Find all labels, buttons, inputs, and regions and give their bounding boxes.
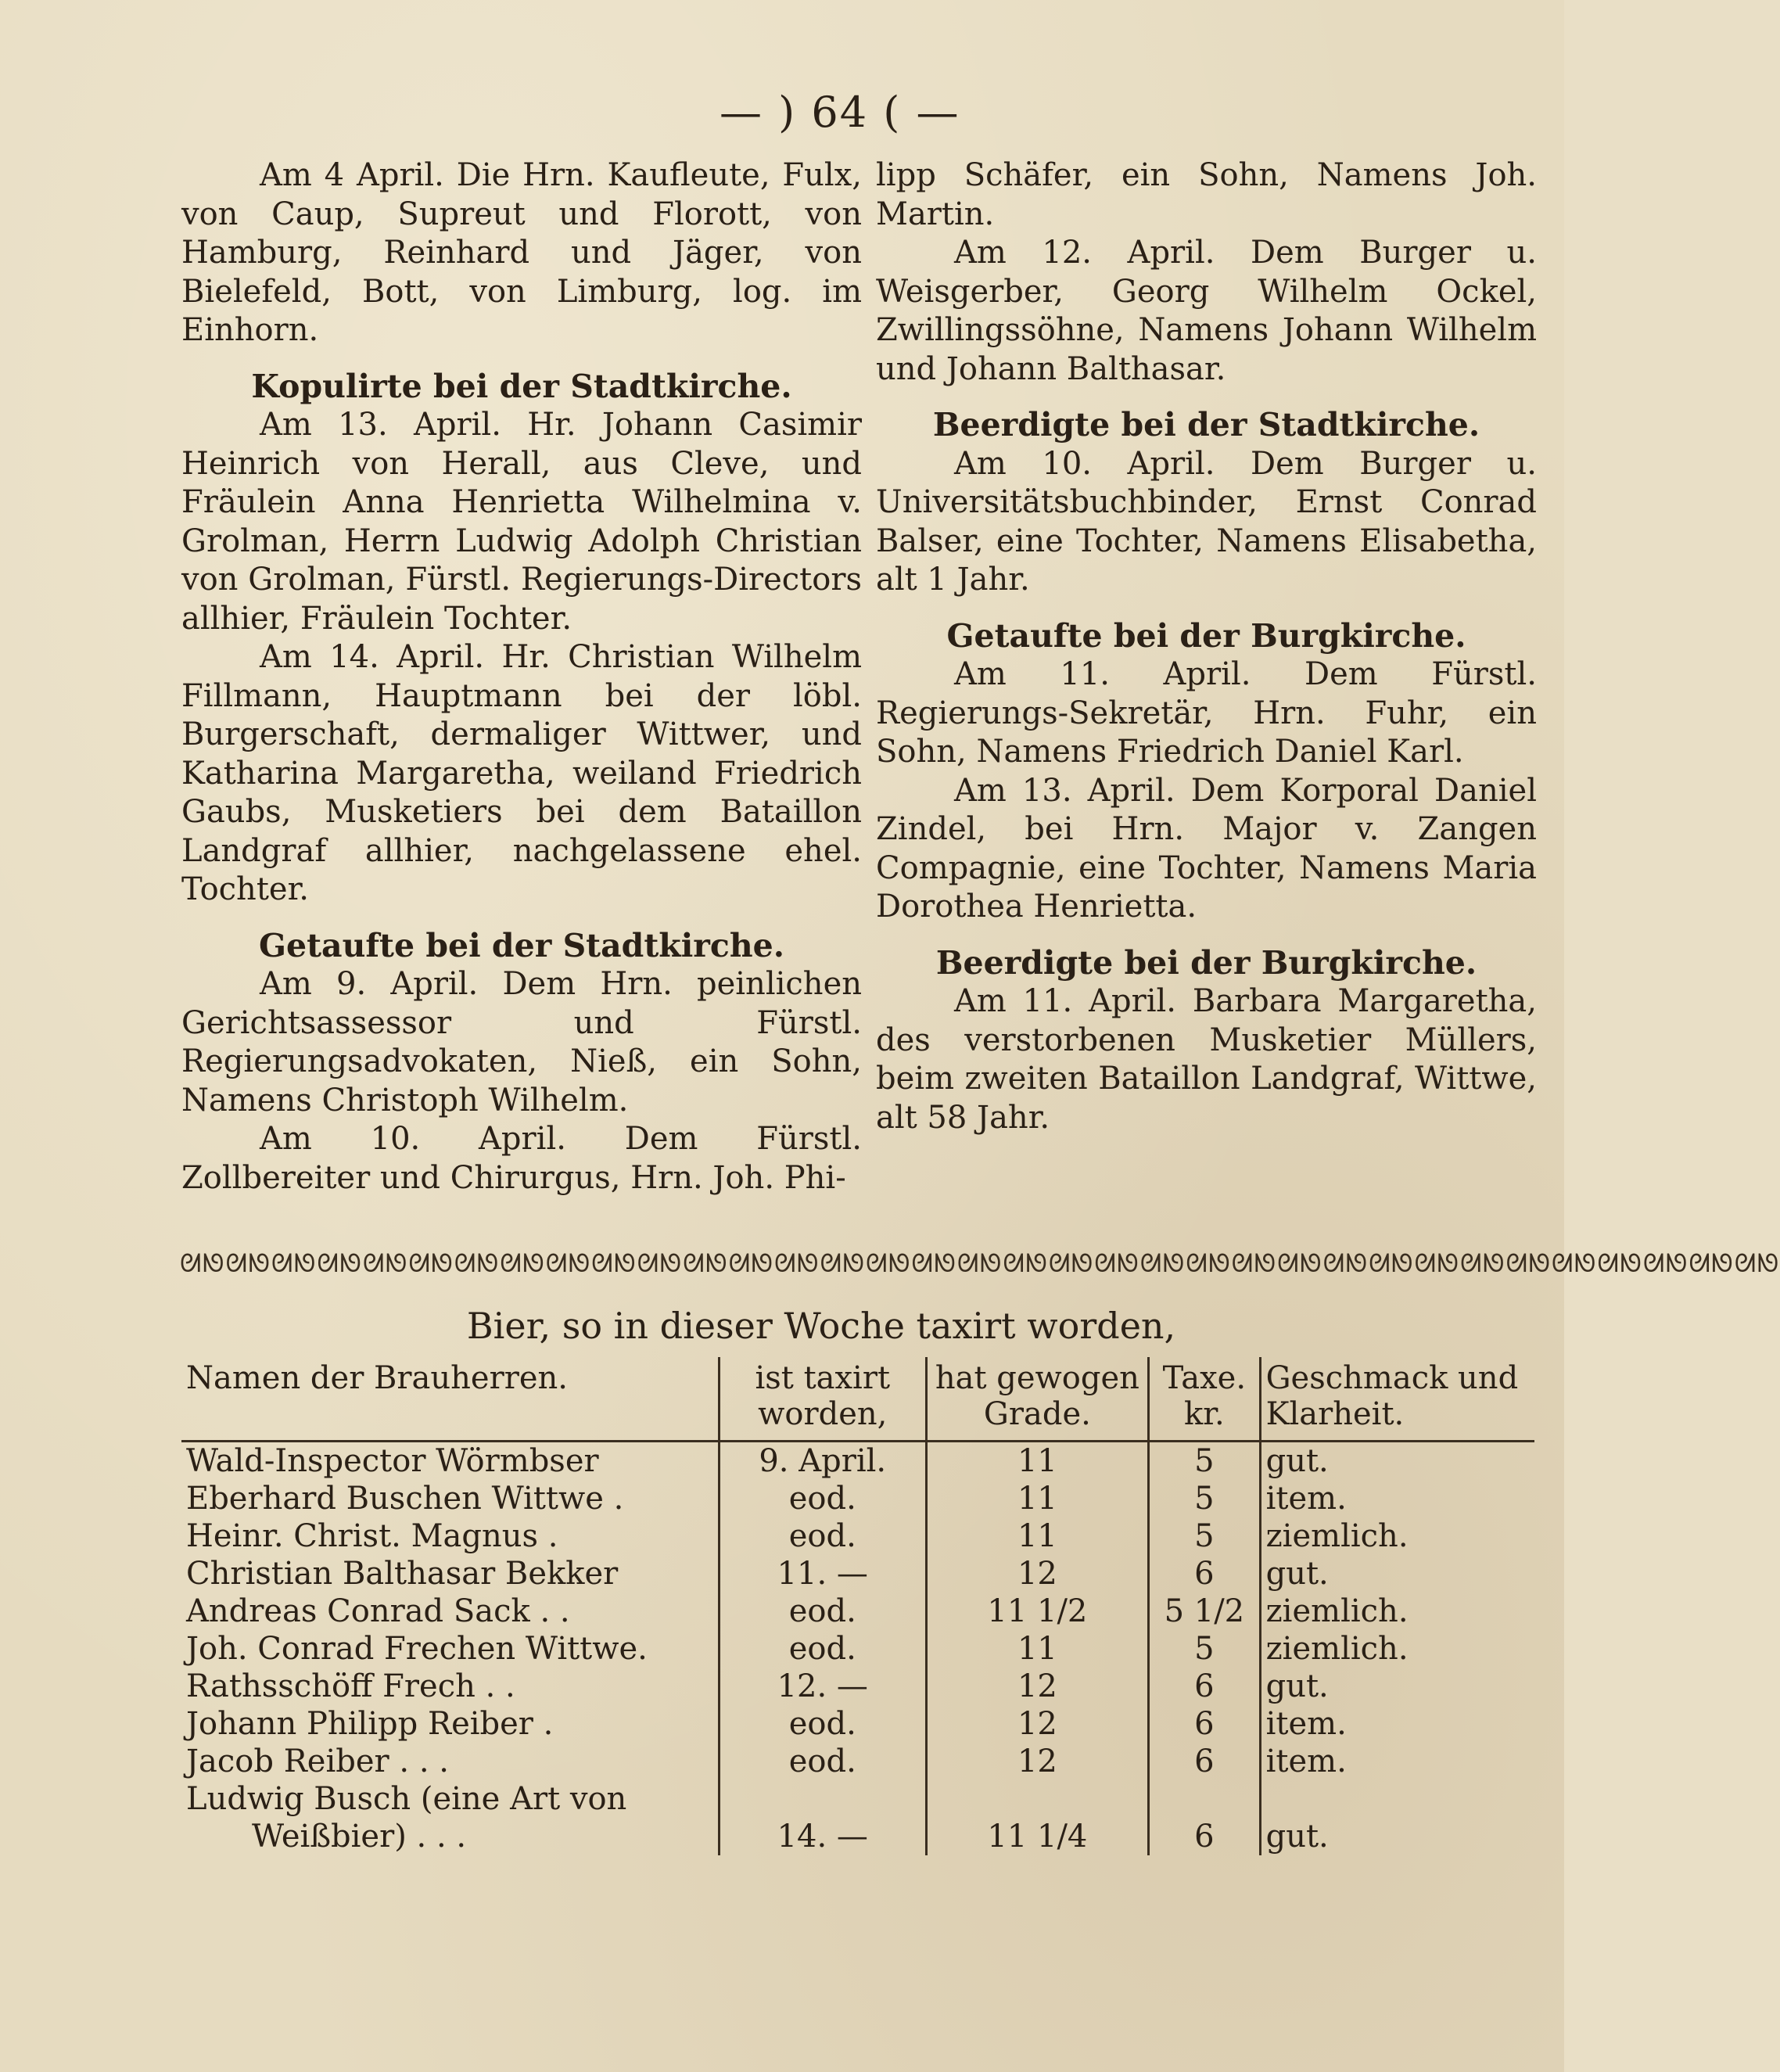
header-tax: Taxe. kr. xyxy=(1149,1357,1260,1442)
tax-cell: 6 xyxy=(1149,1818,1260,1855)
header-taste: Geschmack und Klarheit. xyxy=(1260,1357,1534,1442)
taste-cell: item. xyxy=(1260,1705,1534,1743)
brewer-name-cell: Weißbier) . . . xyxy=(252,1819,467,1855)
tax-cell: 5 xyxy=(1149,1630,1260,1668)
left-paragraph: Am 13. April. Hr. Johann Casimir Heinrich von Herall, aus Cleve, und Fräulein Anna Henrietta Wilhelmina v. Grolman, Herrn Ludwig Adolph Christian von Grolman, Fürstl. Regierungs-Directors allhier, Fräulein Tochter. xyxy=(181,407,862,637)
date-cell: eod. xyxy=(719,1630,926,1668)
left-column xyxy=(181,156,862,1198)
left-paragraph: Am 4 April. Die Hrn. Kaufleute, Fulx, von Caup, Supreut und Florott, von Hamburg, Reinhard und Jäger, von Bielefeld, Bott, von Limburg, log. im Einhorn. xyxy=(181,157,862,348)
table-row xyxy=(181,1593,1534,1630)
tax-cell: 6 xyxy=(1149,1743,1260,1780)
beer-table-title: Bier, so in dieser Woche taxirt worden, xyxy=(466,1305,1176,1347)
grade-cell: 11 xyxy=(926,1630,1149,1668)
left-section-heading: Getaufte bei der Stadtkirche. xyxy=(258,926,784,964)
taste-cell xyxy=(1260,1780,1534,1818)
taste-cell: gut. xyxy=(1260,1668,1534,1705)
beer-tax-table xyxy=(181,1357,1534,1855)
header-date: ist taxirt worden, xyxy=(719,1357,926,1442)
brewer-name-cell: Joh. Conrad Frechen Wittwe. xyxy=(186,1631,648,1667)
right-paragraph: lipp Schäfer, ein Sohn, Namens Joh. Martin. xyxy=(876,157,1537,232)
date-cell: 9. April. xyxy=(719,1442,926,1481)
taste-cell: item. xyxy=(1260,1480,1534,1517)
date-cell xyxy=(719,1780,926,1818)
taste-cell: ziemlich. xyxy=(1260,1517,1534,1555)
tax-cell: 6 xyxy=(1149,1668,1260,1705)
date-cell: eod. xyxy=(719,1705,926,1743)
brewer-name-cell: Eberhard Buschen Wittwe . xyxy=(186,1481,624,1517)
tax-cell: 5 xyxy=(1149,1442,1260,1481)
right-section-heading: Beerdigte bei der Burgkirche. xyxy=(935,943,1477,982)
taste-cell: ziemlich. xyxy=(1260,1593,1534,1630)
brewer-name-cell: Johann Philipp Reiber . xyxy=(186,1706,554,1742)
taste-cell: gut. xyxy=(1260,1555,1534,1593)
left-paragraph: Am 9. April. Dem Hrn. peinlichen Gerichtsassessor und Fürstl. Regierungsadvokaten, Nieß, ein Sohn, Namens Christoph Wilhelm. xyxy=(181,966,862,1119)
date-cell: 14. — xyxy=(719,1818,926,1855)
table-row xyxy=(181,1668,1534,1705)
grade-cell: 11 xyxy=(926,1517,1149,1555)
table-row xyxy=(181,1705,1534,1743)
tax-cell xyxy=(1149,1780,1260,1818)
grade-cell: 12 xyxy=(926,1668,1149,1705)
tax-cell: 5 xyxy=(1149,1517,1260,1555)
right-paragraph: Am 11. April. Barbara Margaretha, des verstorbenen Musketier Müllers, beim zweiten Bataillon Landgraf, Wittwe, alt 58 Jahr. xyxy=(876,983,1537,1136)
grade-cell: 11 1/4 xyxy=(926,1818,1149,1855)
right-paragraph: Am 13. April. Dem Korporal Daniel Zindel, bei Hrn. Major v. Zangen Compagnie, eine Tochter, Namens Maria Dorothea Henrietta. xyxy=(876,772,1537,925)
ornamental-divider: ᘛᘚᘛᘚᘛᘚᘛᘚᘛᘚᘛᘚᘛᘚᘛᘚᘛᘚᘛᘚᘛᘚᘛᘚᘛᘚᘛᘚᘛᘚᘛᘚᘛᘚᘛᘚᘛᘚᘛᘚᘛᘚᘛᘚᘛᘚᘛᘚᘛᘚᘛᘚᘛᘚᘛᘚᘛᘚᘛᘚᘛᘚᘛᘚᘛᘚᘛᘚᘛᘚ xyxy=(180,1248,1780,1278)
date-cell: eod. xyxy=(719,1743,926,1780)
right-column xyxy=(876,156,1537,1137)
table-row xyxy=(181,1555,1534,1593)
grade-cell: 12 xyxy=(926,1555,1149,1593)
table-row xyxy=(181,1442,1534,1481)
date-cell: 12. — xyxy=(719,1668,926,1705)
table-row xyxy=(181,1480,1534,1517)
tax-cell: 6 xyxy=(1149,1705,1260,1743)
table-row xyxy=(181,1630,1534,1668)
date-cell: eod. xyxy=(719,1517,926,1555)
right-section-heading: Getaufte bei der Burgkirche. xyxy=(946,616,1466,655)
date-cell: eod. xyxy=(719,1480,926,1517)
left-section-heading: Kopulirte bei der Stadtkirche. xyxy=(251,367,792,405)
date-cell: 11. — xyxy=(719,1555,926,1593)
brewer-name-cell: Rathsschöff Frech . . xyxy=(186,1668,515,1704)
grade-cell: 11 1/2 xyxy=(926,1593,1149,1630)
right-paragraph: Am 12. April. Dem Burger u. Weisgerber, Georg Wilhelm Ockel, Zwillingssöhne, Namens Johann Wilhelm und Johann Balthasar. xyxy=(876,235,1537,387)
brewer-name-cell: Heinr. Christ. Magnus . xyxy=(186,1518,558,1554)
grade-cell: 11 xyxy=(926,1442,1149,1481)
left-paragraph: Am 10. April. Dem Fürstl. Zollbereiter und Chirurgus, Hrn. Joh. Phi- xyxy=(181,1121,862,1196)
right-paragraph: Am 10. April. Dem Burger u. Universitätsbuchbinder, Ernst Conrad Balser, eine Tochter, Namens Elisabetha, alt 1 Jahr. xyxy=(876,445,1537,598)
taste-cell: ziemlich. xyxy=(1260,1630,1534,1668)
brewer-name-cell: Wald-Inspector Wörmbser xyxy=(186,1443,599,1479)
brewer-name-cell: Andreas Conrad Sack . . xyxy=(186,1593,570,1629)
brewer-name-cell: Jacob Reiber . . . xyxy=(186,1743,449,1779)
table-row xyxy=(181,1517,1534,1555)
taste-cell: item. xyxy=(1260,1743,1534,1780)
right-section-heading: Beerdigte bei der Stadtkirche. xyxy=(932,406,1480,443)
table-header-row xyxy=(181,1357,1534,1442)
left-paragraph: Am 14. April. Hr. Christian Wilhelm Fillmann, Hauptmann bei der löbl. Burgerschaft, dermaliger Wittwer, und Katharina Margaretha, weiland Friedrich Gaubs, Musketiers bei dem Bataillon Landgraf allhier, nachgelassene ehel. Tochter. xyxy=(181,639,862,907)
grade-cell: 11 xyxy=(926,1480,1149,1517)
brewer-name-cell: Ludwig Busch (eine Art von xyxy=(186,1781,627,1817)
header-brewer-name: Namen der Brauherren. xyxy=(181,1357,719,1442)
right-paragraph: Am 11. April. Dem Fürstl. Regierungs-Sekretär, Hrn. Fuhr, ein Sohn, Namens Friedrich Daniel Karl. xyxy=(876,656,1537,770)
table-row xyxy=(181,1743,1534,1780)
grade-cell: 12 xyxy=(926,1743,1149,1780)
grade-cell: 12 xyxy=(926,1705,1149,1743)
tax-cell: 5 1/2 xyxy=(1149,1593,1260,1630)
table-row xyxy=(181,1780,1534,1818)
header-grade: hat gewogen Grade. xyxy=(926,1357,1149,1442)
brewer-name-cell: Christian Balthasar Bekker xyxy=(186,1556,619,1592)
taste-cell: gut. xyxy=(1260,1442,1534,1481)
taste-cell: gut. xyxy=(1260,1818,1534,1855)
tax-cell: 5 xyxy=(1149,1480,1260,1517)
date-cell: eod. xyxy=(719,1593,926,1630)
grade-cell xyxy=(926,1780,1149,1818)
page-number: — ) 64 ( — xyxy=(720,88,960,137)
tax-cell: 6 xyxy=(1149,1555,1260,1593)
table-row xyxy=(181,1818,1534,1855)
